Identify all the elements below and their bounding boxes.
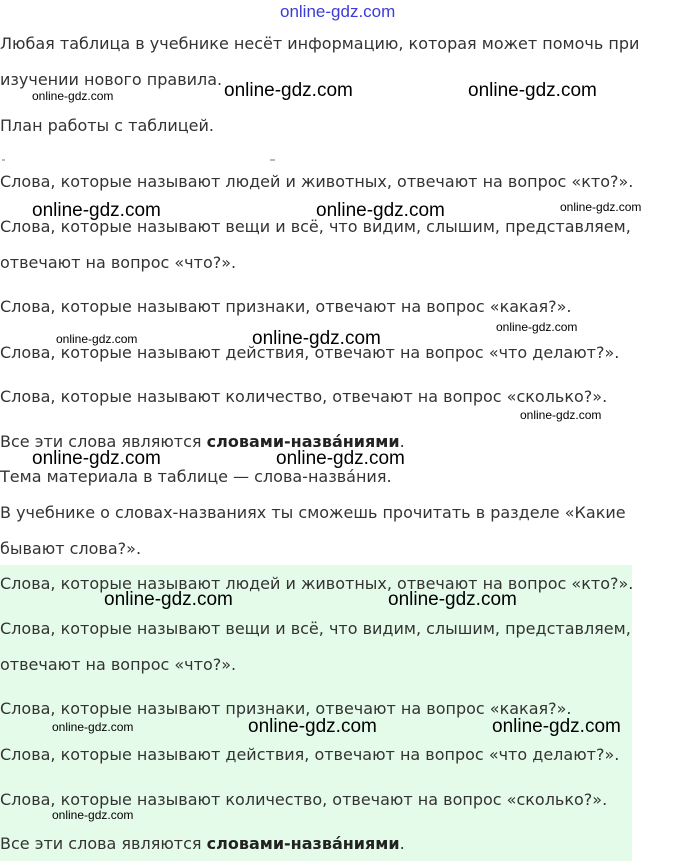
watermark: online-gdz.com [224, 80, 353, 101]
intro-line-1: Любая таблица в учебнике несёт информацию, которая может помочь при [0, 34, 640, 53]
conclusion-period: . [399, 834, 405, 853]
watermark: online-gdz.com [316, 200, 445, 221]
topic-line: Тема материала в таблице — слова-назва́ния. [0, 467, 392, 486]
watermark: online-gdz.com [248, 716, 377, 737]
watermark: online-gdz.com [560, 200, 642, 214]
watermark: online-gdz.com [52, 720, 134, 734]
highlight-row-who: Слова, которые называют людей и животных, отвечают на вопрос «кто?». [0, 574, 634, 593]
table-row-what-1: Слова, которые называют вещи и всё, что видим, слышим, представляем, [0, 217, 631, 236]
intro-line-2: изучении нового правила. [0, 70, 223, 89]
site-logo[interactable]: online-gdz.com [280, 2, 396, 21]
watermark: online-gdz.com [252, 328, 381, 349]
crop-artifact [2, 159, 5, 161]
highlight-conclusion [0, 834, 405, 854]
conclusion-text: Все эти слова являются [0, 834, 207, 853]
watermark: online-gdz.com [496, 320, 578, 334]
table-row-action: Слова, которые называют действия, отвечают на вопрос «что делают?». [0, 343, 620, 362]
highlight-row-feature: Слова, которые называют признаки, отвечают на вопрос «какая?». [0, 699, 572, 718]
highlight-row-what-2: отвечают на вопрос «что?». [0, 655, 237, 674]
watermark: online-gdz.com [520, 408, 602, 422]
table-row-count: Слова, которые называют количество, отвечают на вопрос «сколько?». [0, 387, 608, 406]
watermark: online-gdz.com [468, 80, 597, 101]
conclusion-term: словами-назва́ниями [206, 834, 400, 853]
conclusion-term: словами-назва́ниями [206, 432, 400, 451]
watermark: online-gdz.com [32, 200, 161, 221]
highlight-row-count: Слова, которые называют количество, отвечают на вопрос «сколько?». [0, 790, 608, 809]
watermark: online-gdz.com [32, 448, 161, 469]
watermark: online-gdz.com [52, 808, 134, 822]
plan-heading: План работы с таблицей. [0, 116, 214, 135]
watermark: online-gdz.com [32, 89, 114, 103]
crop-artifact [270, 159, 275, 161]
highlight-row-action: Слова, которые называют действия, отвечают на вопрос «что делают?». [0, 745, 620, 764]
watermark: online-gdz.com [388, 589, 517, 610]
highlight-row-what-1: Слова, которые называют вещи и всё, что видим, слышим, представляем, [0, 619, 631, 638]
conclusion-text: Все эти слова являются [0, 432, 207, 451]
watermark: online-gdz.com [492, 716, 621, 737]
conclusion-period: . [399, 432, 405, 451]
watermark: online-gdz.com [104, 589, 233, 610]
table-row-feature: Слова, которые называют признаки, отвечают на вопрос «какая?». [0, 297, 572, 316]
table-row-what-2: отвечают на вопрос «что?». [0, 253, 237, 272]
textbook-line-2: бывают слова?». [0, 539, 142, 558]
table-row-who: Слова, которые называют людей и животных, отвечают на вопрос «кто?». [0, 172, 634, 191]
textbook-line-1: В учебнике о словах-названиях ты сможешь прочитать в разделе «Какие [0, 503, 626, 522]
watermark: online-gdz.com [56, 332, 138, 346]
watermark: online-gdz.com [276, 448, 405, 469]
